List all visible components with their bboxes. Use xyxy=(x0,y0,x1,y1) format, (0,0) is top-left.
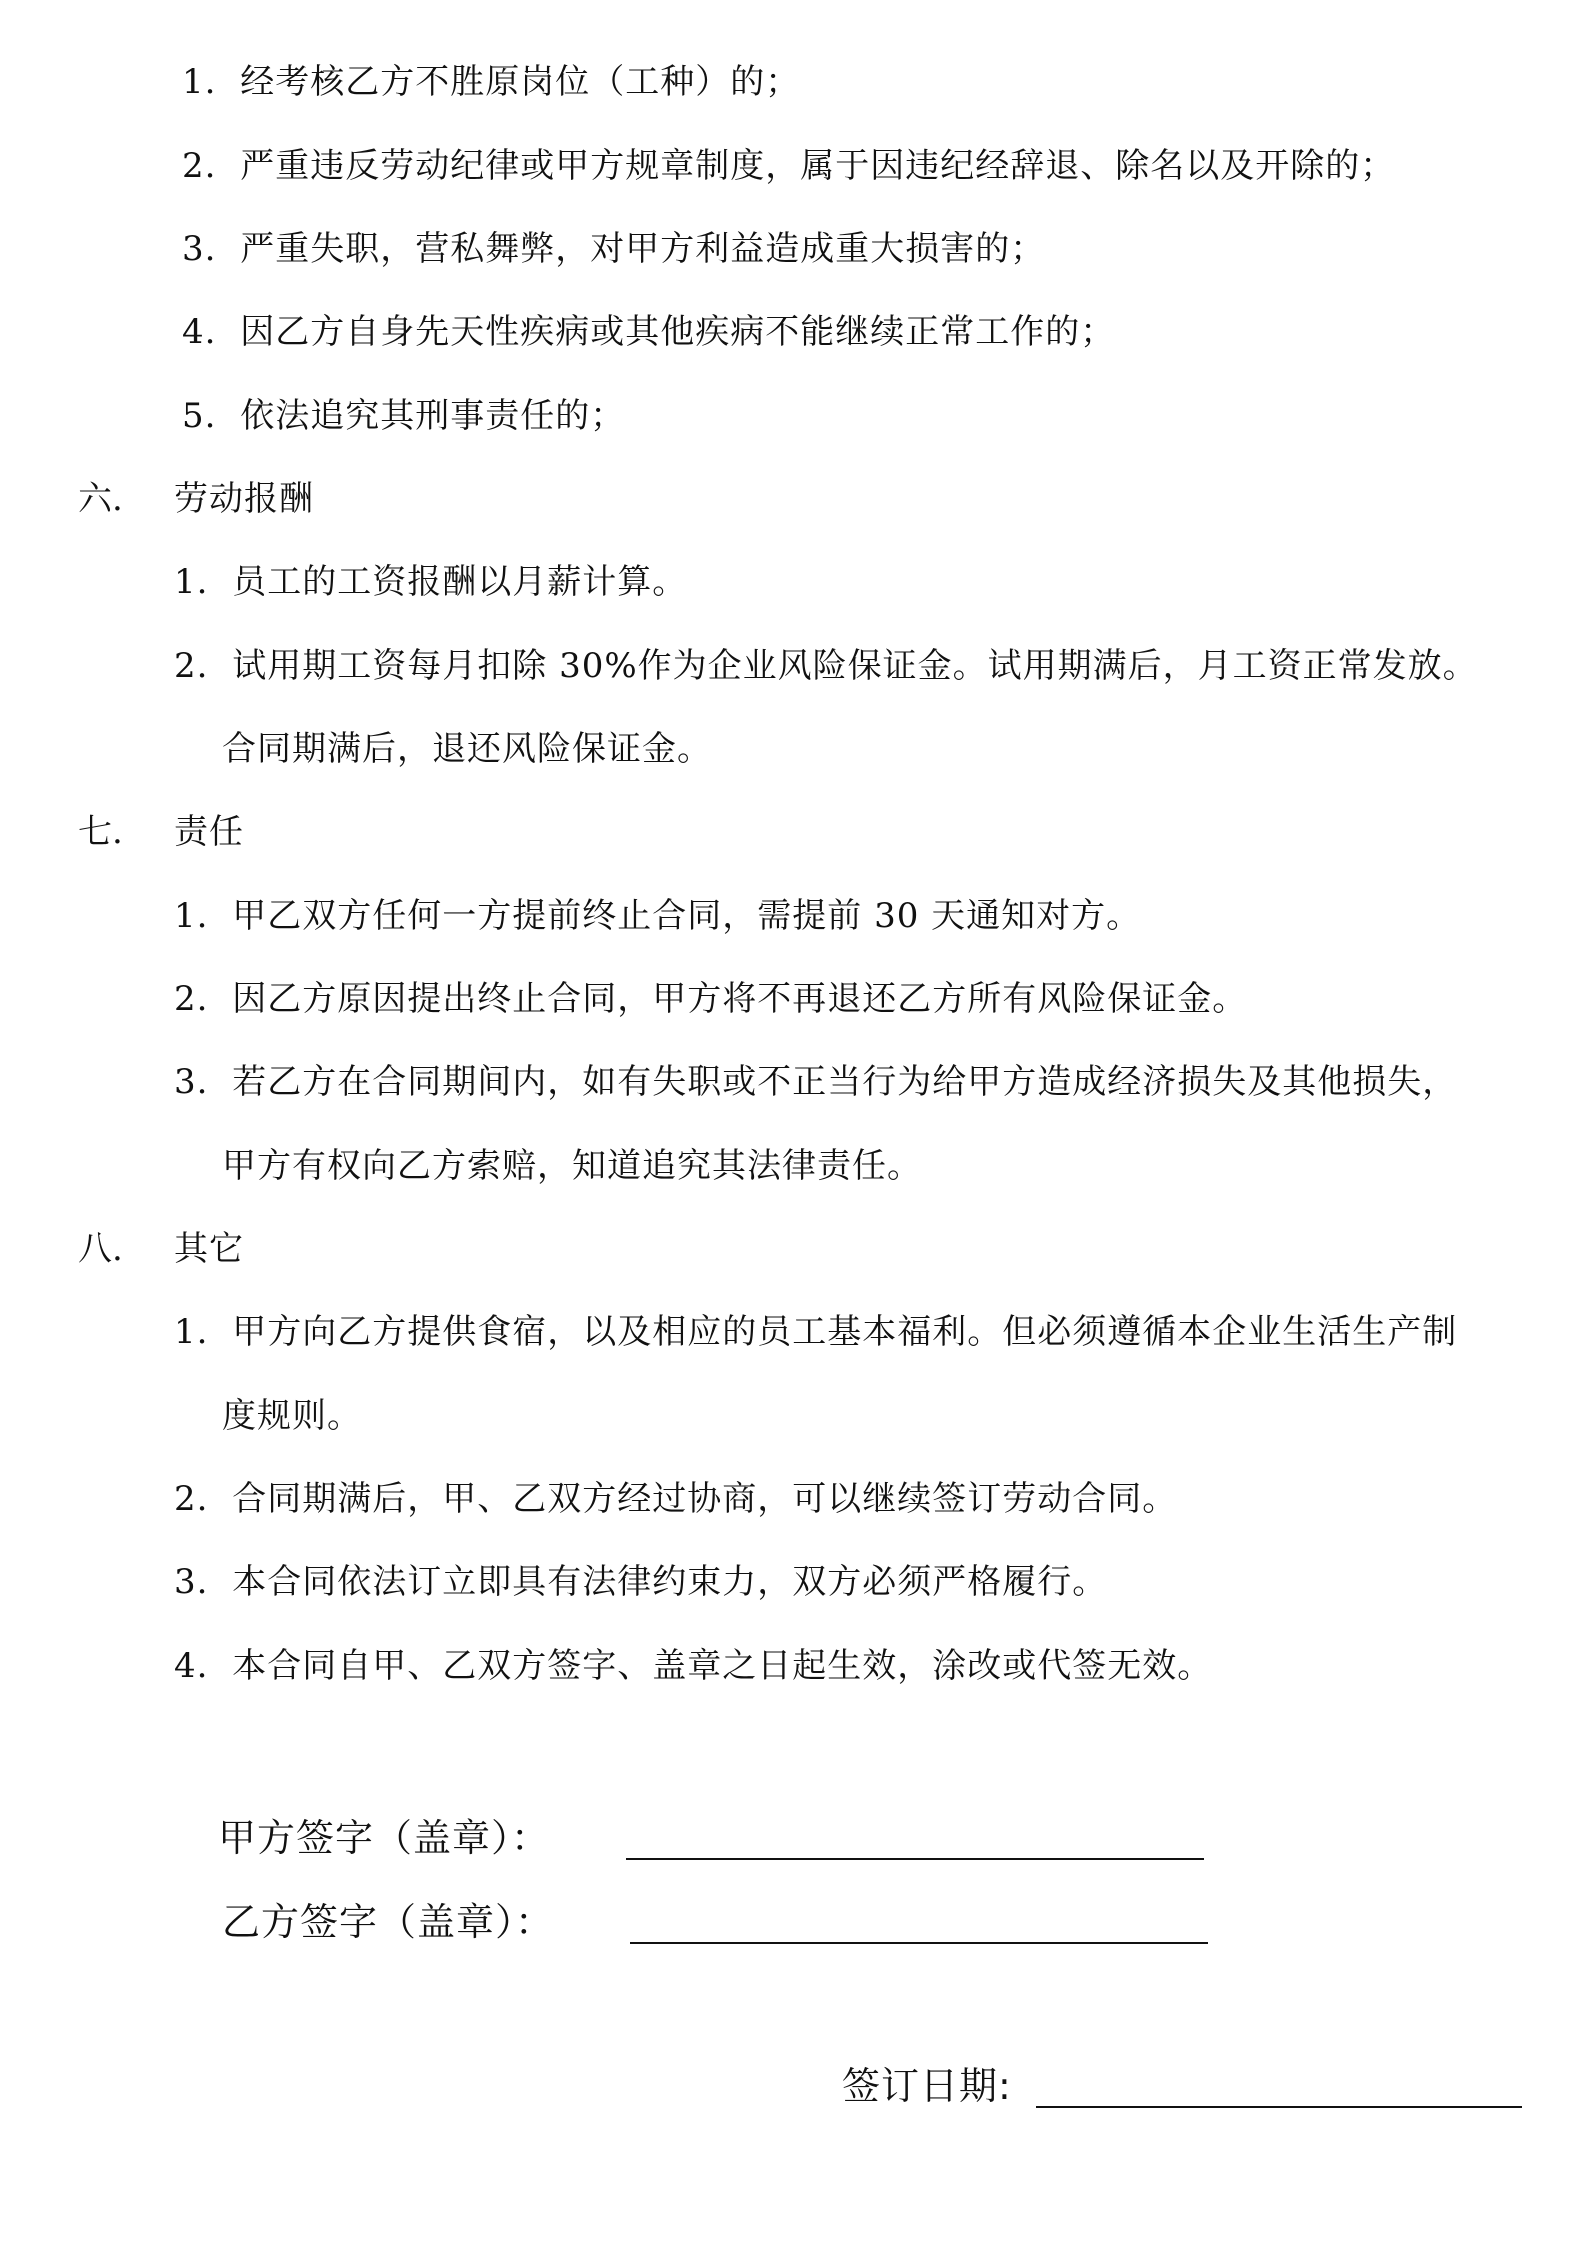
item-text: 若乙方在合同期间内，如有失职或不正当行为给甲方造成经济损失及其他损失， xyxy=(232,1062,1458,1102)
list-item xyxy=(174,1562,1107,1602)
item-text: 本合同依法订立即具有法律约束力，双方必须严格履行。 xyxy=(232,1562,1108,1602)
item-number: 1. xyxy=(174,562,209,602)
item-number: 2. xyxy=(174,979,209,1019)
item-number: 1. xyxy=(182,62,217,102)
list-item xyxy=(182,229,1045,269)
list-item xyxy=(174,1479,1177,1519)
item-text: 合同期满后，甲、乙双方经过协商，可以继续签订劳动合同。 xyxy=(232,1479,1178,1519)
item-number: 4. xyxy=(174,1646,209,1686)
item-text-continued: 甲方有权向乙方索赔，知道追究其法律责任。 xyxy=(222,1146,922,1186)
party-b-signature-line xyxy=(630,1942,1208,1944)
sign-date-line xyxy=(1036,2106,1522,2108)
item-text: 经考核乙方不胜原岗位（工种）的； xyxy=(240,62,801,102)
item-number: 4. xyxy=(182,312,217,352)
item-number: 1. xyxy=(174,1312,209,1352)
list-item xyxy=(182,396,625,436)
section-title: 其它 xyxy=(174,1229,244,1269)
item-number: 2. xyxy=(174,1479,209,1519)
item-text-continued: 度规则。 xyxy=(222,1396,362,1436)
item-text: 依法追究其刑事责任的； xyxy=(240,396,626,436)
item-text: 严重违反劳动纪律或甲方规章制度，属于因违纪经辞退、除名以及开除的； xyxy=(240,146,1396,186)
list-item xyxy=(174,1312,1457,1352)
item-number: 5. xyxy=(182,396,217,436)
list-item xyxy=(174,646,1478,686)
list-item xyxy=(174,562,687,602)
item-number: 3. xyxy=(174,1062,209,1102)
party-b-signature-label: 乙方签字（盖章）： xyxy=(222,1900,555,1944)
item-text: 因乙方原因提出终止合同，甲方将不再退还乙方所有风险保证金。 xyxy=(232,979,1248,1019)
item-text: 甲乙双方任何一方提前终止合同，需提前 30 天通知对方。 xyxy=(232,896,1142,936)
section-number: 六. xyxy=(78,479,123,519)
list-item xyxy=(174,979,1247,1019)
party-a-signature-label: 甲方签字（盖章）： xyxy=(218,1816,551,1860)
item-text: 严重失职，营私舞弊，对甲方利益造成重大损害的； xyxy=(240,229,1046,269)
item-number: 2. xyxy=(174,646,209,686)
item-number: 3. xyxy=(182,229,217,269)
section-number: 七. xyxy=(78,812,123,852)
sign-date-label: 签订日期: xyxy=(842,2064,1012,2108)
section-title: 责任 xyxy=(174,812,244,852)
item-number: 3. xyxy=(174,1562,209,1602)
item-text: 试用期工资每月扣除 30%作为企业风险保证金。试用期满后，月工资正常发放。 xyxy=(232,646,1478,686)
list-item xyxy=(174,1646,1212,1686)
item-text: 本合同自甲、乙双方签字、盖章之日起生效，涂改或代签无效。 xyxy=(232,1646,1213,1686)
item-text: 员工的工资报酬以月薪计算。 xyxy=(232,562,688,602)
list-item xyxy=(174,1062,1457,1102)
list-item xyxy=(182,62,800,102)
list-item xyxy=(174,896,1141,936)
party-a-signature-line xyxy=(626,1858,1204,1860)
section-title: 劳动报酬 xyxy=(174,479,314,519)
item-text: 因乙方自身先天性疾病或其他疾病不能继续正常工作的； xyxy=(240,312,1116,352)
item-text: 甲方向乙方提供食宿，以及相应的员工基本福利。但必须遵循本企业生活生产制 xyxy=(232,1312,1458,1352)
item-number: 2. xyxy=(182,146,217,186)
section-number: 八. xyxy=(78,1229,123,1269)
list-item xyxy=(182,146,1395,186)
item-number: 1. xyxy=(174,896,209,936)
item-text-continued: 合同期满后，退还风险保证金。 xyxy=(222,729,712,769)
list-item xyxy=(182,312,1115,352)
